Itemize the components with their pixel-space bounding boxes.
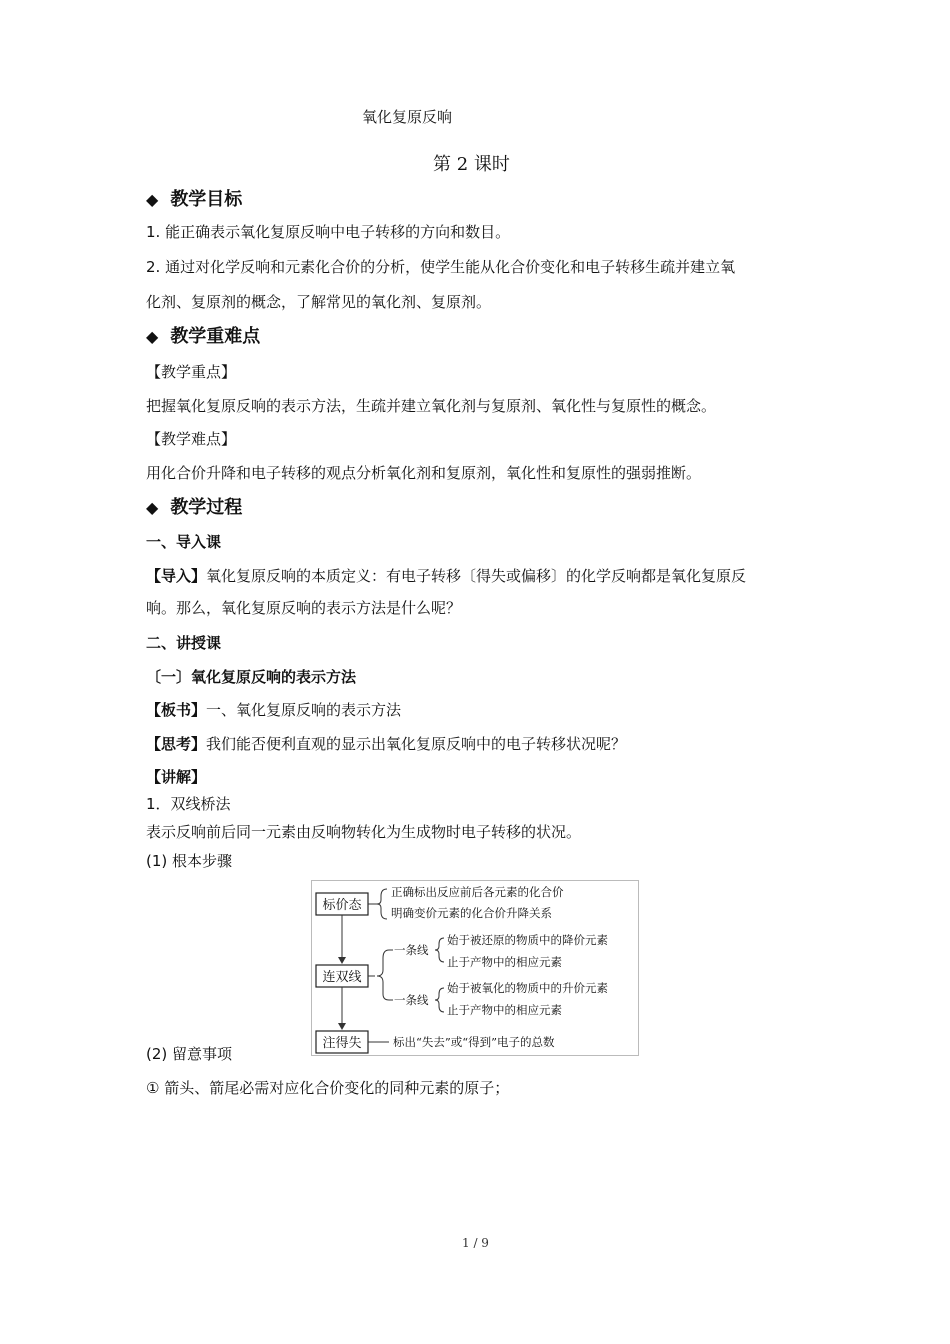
- basic-steps-label: (1) 根本步骤: [146, 852, 233, 870]
- branch-2-label: 一条线: [394, 993, 429, 1007]
- note-gain-loss-text: 标出“失去”或“得到”电子的总数: [393, 1035, 555, 1049]
- subsection-intro: 一、导入课: [146, 533, 222, 551]
- branch-2-line-1: 始于被氧化的物质中的升价元素: [447, 981, 608, 995]
- branch-1-line-2: 止于产物中的相应元素: [447, 955, 562, 969]
- notes-label: (2) 留意事项: [146, 1045, 233, 1063]
- goal-item-1: 1. 能正确表示氧化复原反响中电子转移的方向和数目。: [146, 223, 511, 241]
- branch-1-label: 一条线: [394, 943, 429, 957]
- key-point-text: 把握氧化复原反响的表示方法，生疏并建立氧化剂与复原剂、氧化性与复原性的概念。: [146, 397, 717, 415]
- step-box-connect-lines-label: 连双线: [322, 970, 362, 985]
- board-line: 【板书】一、氧化复原反响的表示方法: [146, 701, 402, 719]
- diamond-bullet-icon: ◆: [146, 498, 159, 517]
- step-box-mark-valence-label: 标价态: [322, 898, 362, 913]
- note-item-1: ① 箭头、箭尾必需对应化合价变化的同种元素的原子；: [146, 1079, 510, 1097]
- section-heading-key-points: ◆ 教学重难点: [146, 326, 261, 347]
- intro-paragraph-line-1: 【导入】氧化复原反响的本质定义：有电子转移〔得失或偏移〕的化学反响都是氧化复原反: [146, 567, 747, 585]
- think-line: 【思考】我们能否便利直观的显示出氧化复原反响中的电子转移状况呢？: [146, 735, 627, 753]
- diamond-bullet-icon: ◆: [146, 327, 159, 346]
- mark-valence-line-1: 正确标出反应前后各元素的化合价: [391, 885, 564, 899]
- branch-1-line-1: 始于被还原的物质中的降价元素: [447, 933, 608, 947]
- intro-paragraph-line-2: 响。那么，氧化复原反响的表示方法是什么呢？: [146, 599, 462, 617]
- goal-item-2-line-1: 2. 通过对化学反响和元素化合价的分析，使学生能从化合价变化和电子转移生疏并建立氧: [146, 258, 736, 276]
- document-top-title: 氧化复原反响: [362, 108, 453, 126]
- lesson-title: 第 2 课时: [433, 154, 510, 175]
- page-number: 1 / 9: [462, 1236, 489, 1250]
- goal-item-2-line-2: 化剂、复原剂的概念，了解常见的氧化剂、复原剂。: [146, 293, 492, 311]
- explain-label: 【讲解】: [146, 768, 207, 786]
- difficult-point-label: 【教学难点】: [146, 430, 237, 448]
- difficult-point-text: 用化合价升降和电子转移的观点分析氧化剂和复原剂，氧化性和复原性的强弱推断。: [146, 464, 702, 482]
- branch-2-line-2: 止于产物中的相应元素: [447, 1003, 562, 1017]
- step-box-note-gain-loss-label: 注得失: [322, 1036, 362, 1051]
- method-description: 表示反响前后同一元素由反响物转化为生成物时电子转移的状况。: [146, 823, 582, 841]
- section-heading-goals: ◆ 教学目标: [146, 189, 243, 210]
- key-point-label: 【教学重点】: [146, 363, 237, 381]
- double-bridge-steps-diagram: [311, 880, 639, 1056]
- mark-valence-line-2: 明确变价元素的化合价升降关系: [391, 906, 552, 920]
- subsection-lecture: 二、讲授课: [146, 634, 222, 652]
- section-heading-process: ◆ 教学过程: [146, 497, 243, 518]
- diamond-bullet-icon: ◆: [146, 190, 159, 209]
- subsection-representation: 〔一〕氧化复原反响的表示方法: [146, 668, 357, 686]
- method-title: 1．双线桥法: [146, 795, 231, 813]
